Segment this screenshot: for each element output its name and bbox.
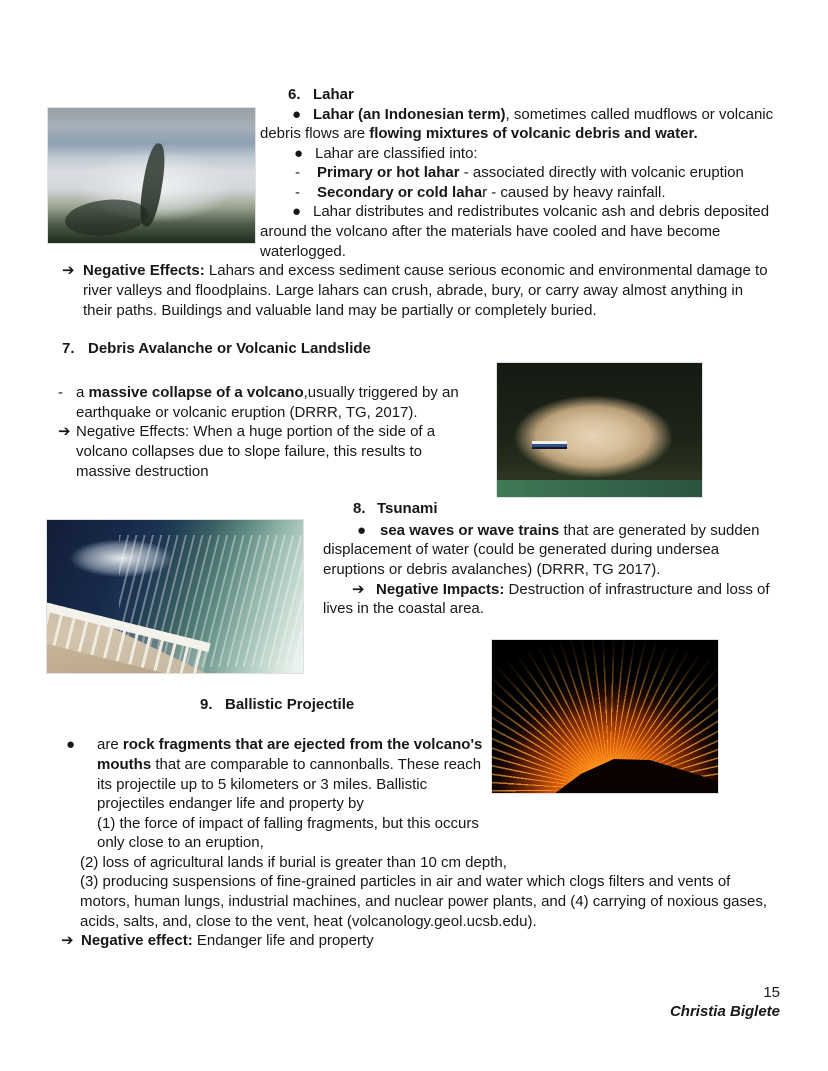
debris-rest: ,usually triggered by an	[303, 384, 459, 401]
lahar-dash-2	[295, 183, 665, 203]
lahar-bullet-3-wrap2: waterlogged.	[260, 243, 346, 260]
tsunami-heading	[353, 499, 438, 519]
heading-text: Debris Avalanche or Volcanic Landslide	[88, 340, 371, 357]
tsunami-bullet-1	[357, 521, 759, 541]
bullet-icon: ●	[294, 145, 304, 162]
list-number: 7.	[62, 340, 75, 357]
bullet-icon: ●	[357, 522, 367, 539]
negative-effect-label: Negative effect:	[81, 932, 193, 949]
dash-1-rest: - associated directly with volcanic eruption	[459, 164, 744, 181]
lahar-bullet-1-rest: , sometimes called mudflows or volcanic	[505, 106, 774, 123]
eruption-lava-fountain-photo	[492, 640, 718, 793]
ballistic-bold-1: rock fragments that are ejected from the volcano's	[122, 736, 483, 753]
ballistic-line-6: only close to an eruption,	[97, 834, 264, 851]
ballistic-line-4: projectiles endanger life and property by	[97, 795, 364, 812]
bullet-icon: ●	[292, 106, 302, 123]
dash-icon: -	[295, 184, 300, 201]
list-number: 9.	[200, 696, 213, 713]
lahar-bullet-3	[292, 202, 769, 222]
tsunami-negative-impacts	[352, 580, 770, 600]
tsunami-rest: that are generated by sudden	[559, 522, 760, 539]
bullet-icon: ●	[292, 203, 302, 220]
dash-icon: -	[58, 384, 63, 401]
debris-water-strip	[497, 480, 702, 497]
tsunami-wrap-1: displacement of water (could be generated during undersea	[323, 541, 720, 558]
debris-pre: a	[76, 384, 89, 401]
lahar-bullet-3-text: Lahar distributes and redistributes volcanic ash and debris deposited	[313, 203, 770, 220]
ballistic-line-7: (2) loss of agricultural lands if burial is greater than 10 cm depth,	[80, 854, 507, 871]
tsunami-bold: sea waves or wave trains	[380, 522, 560, 539]
heading-text: Tsunami	[377, 500, 438, 517]
lahar-bullet-3-wrap1: around the volcano after the materials have cooled and have become	[260, 223, 721, 240]
ballistic-line-2	[97, 755, 481, 775]
tsunami-wave-photo	[47, 520, 303, 673]
ballistic-line-2-rest: that are comparable to cannonballs. These reach	[151, 756, 482, 773]
negative-impacts-text: Destruction of infrastructure and loss of	[504, 581, 770, 598]
ballistic-negative-effect	[61, 931, 374, 951]
lahar-heading	[288, 85, 354, 105]
ballistic-line-3: its projectile up to 5 kilometers or 3 miles. Ballistic	[97, 776, 428, 793]
tsunami-wrap-2: eruptions or debris avalanches) (DRRR, TG 2017).	[323, 561, 661, 578]
ballistic-line-9: motors, human lungs, industrial machines, and nuclear power plants, and (4) carrying of noxious gases,	[80, 893, 768, 910]
lahar-foreground-shadow	[63, 196, 149, 240]
debris-bold: massive collapse of a volcano	[88, 384, 304, 401]
heading-text: Ballistic Projectile	[225, 696, 355, 713]
debris-heading	[62, 339, 371, 359]
ballistic-heading	[200, 695, 354, 715]
lahar-dash-1	[295, 163, 744, 183]
dash-1-bold: Primary or hot lahar	[317, 164, 460, 181]
list-number: 6.	[288, 86, 301, 103]
lahar-bullet-2-text: Lahar are classified into:	[315, 145, 478, 162]
lahar-negative-effects	[62, 261, 768, 281]
lahar-volcano-photo	[48, 108, 255, 243]
page-number: 15	[763, 984, 780, 1001]
author-name: Christia Biglete	[669, 1003, 780, 1020]
debris-negative-l3: massive destruction	[76, 463, 209, 480]
negative-effects-label: Negative Effects:	[83, 262, 205, 279]
debris-negative-text: Negative Effects: When a huge portion of the side of a	[76, 423, 436, 440]
lahar-negative-effects-l2: river valleys and floodplains. Large lahars can crush, abrade, bury, or carry away almost anything in	[83, 282, 744, 299]
arrow-icon: ➔	[352, 581, 365, 598]
ballistic-line-5: (1) the force of impact of falling fragments, but this occurs	[97, 815, 479, 832]
debris-dash-1	[58, 383, 459, 403]
negative-effects-text: Lahars and excess sediment cause serious economic and environmental damage to	[204, 262, 768, 279]
lahar-bullet-1-bold: Lahar (an Indonesian term)	[313, 106, 506, 123]
debris-boat-shape	[532, 441, 567, 449]
heading-text: Lahar	[313, 86, 354, 103]
eruption-crater-mound	[555, 747, 718, 793]
debris-negative-effects	[58, 422, 435, 442]
lahar-bullet-1-wrap	[260, 124, 698, 144]
dash-2-bold: Secondary or cold laha	[317, 184, 483, 201]
arrow-icon: ➔	[58, 423, 71, 440]
negative-effect-text: Endanger life and property	[192, 932, 374, 949]
wrap-pre: debris flows are	[260, 125, 370, 142]
ballistic-bold-2: mouths	[97, 756, 152, 773]
list-number: 8.	[353, 500, 366, 517]
ballistic-pre: are	[97, 736, 123, 753]
wrap-bold: flowing mixtures of volcanic debris and water.	[369, 125, 698, 142]
ballistic-line-8: (3) producing suspensions of fine-grained particles in air and water which clogs filters and vents of	[80, 873, 731, 890]
arrow-icon: ➔	[61, 932, 74, 949]
debris-dash-1-wrap: earthquake or volcanic eruption (DRRR, TG, 2017).	[76, 404, 418, 421]
tsunami-negative-l2: lives in the coastal area.	[323, 600, 484, 617]
debris-avalanche-photo	[497, 363, 702, 497]
ballistic-line-10: acids, salts, and, close to the vent, heat (volcanology.geol.ucsb.edu).	[80, 913, 537, 930]
ballistic-bullet-1	[66, 735, 482, 755]
lahar-bullet-2	[294, 144, 478, 164]
negative-impacts-label: Negative Impacts:	[376, 581, 505, 598]
arrow-icon: ➔	[62, 262, 75, 279]
dash-icon: -	[295, 164, 300, 181]
debris-negative-l2: volcano collapses due to slope failure, this results to	[76, 443, 423, 460]
dash-2-rest: r - caused by heavy rainfall.	[482, 184, 666, 201]
bullet-icon: ●	[66, 736, 76, 753]
lahar-bullet-1	[292, 105, 773, 125]
lahar-negative-effects-l3: their paths. Buildings and valuable land may be partially or completely buried.	[83, 302, 597, 319]
